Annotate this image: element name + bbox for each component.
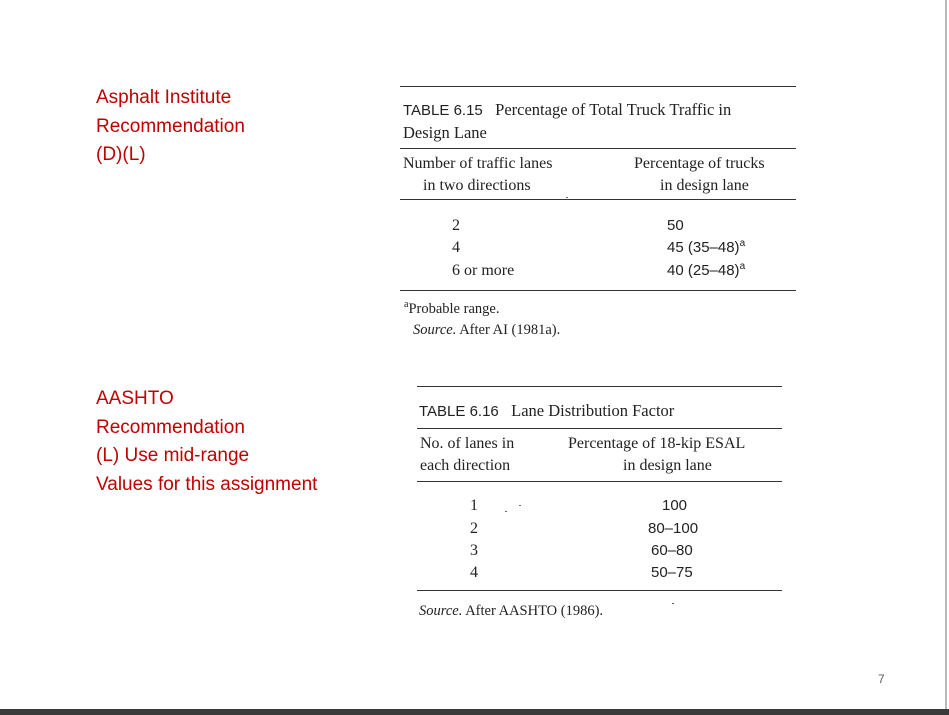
table-caption — [403, 98, 731, 122]
footnote-text: Probable range. — [408, 301, 500, 317]
table-cell: 80–100 — [648, 520, 699, 537]
cell-value: 40 (25–48) — [667, 262, 740, 279]
column-header: each direction — [420, 457, 511, 474]
table-rule — [417, 428, 782, 429]
table-cell: 2 — [470, 520, 478, 537]
table-cell: 60–80 — [651, 542, 693, 559]
note-line: Values for this assignment — [96, 473, 318, 495]
scan-speck — [566, 197, 568, 198]
footnote-marker: a — [739, 261, 746, 272]
table-cell: 100 — [662, 497, 688, 514]
asphalt-institute-note — [96, 84, 245, 170]
column-header: No. of lanes in — [420, 435, 515, 452]
page-number: 7 — [878, 672, 885, 686]
table-cell: 4 — [470, 564, 478, 581]
table-rule — [417, 481, 782, 482]
bottom-bar — [0, 709, 949, 715]
scan-speck — [519, 505, 521, 506]
table-label: TABLE 6.15 — [403, 102, 483, 119]
table-rule — [400, 86, 796, 87]
table-title: Lane Distribution Factor — [511, 401, 675, 420]
slide-edge — [945, 0, 947, 709]
footnote-marker: a — [739, 238, 746, 249]
table-cell: 4 — [452, 239, 460, 256]
table-rule — [417, 386, 782, 387]
table-caption — [419, 399, 674, 423]
scan-speck — [505, 511, 507, 512]
table-cell: 3 — [470, 542, 478, 559]
scan-speck — [672, 603, 674, 604]
note-line: Recommendation — [96, 416, 245, 438]
note-line: (L) Use mid-range — [96, 445, 250, 466]
column-header: in design lane — [623, 457, 712, 474]
source-text: After AASHTO (1986). — [465, 603, 604, 619]
table-cell: 2 — [452, 217, 460, 234]
table-footnote — [404, 299, 499, 319]
table-source — [419, 601, 603, 621]
column-header: in two directions — [423, 177, 531, 194]
footnote-marker: a — [404, 299, 409, 310]
table-cell — [667, 237, 745, 259]
column-header: Number of traffic lanes — [403, 155, 553, 172]
table-caption-line2: Design Lane — [403, 123, 487, 142]
note-line: Asphalt Institute — [96, 87, 232, 108]
aashto-note — [96, 385, 317, 499]
table-rule — [400, 199, 796, 200]
source-label: Source. — [419, 603, 463, 619]
table-rule — [400, 290, 796, 291]
table-rule — [400, 148, 796, 149]
note-line: AASHTO — [96, 388, 174, 409]
table-cell — [667, 260, 745, 282]
note-line: Recommendation — [96, 115, 245, 137]
note-line: (D)(L) — [96, 144, 146, 165]
table-label: TABLE 6.16 — [419, 403, 499, 420]
table-rule — [417, 590, 782, 591]
table-cell: 50 — [667, 217, 684, 234]
cell-value: 45 (35–48) — [667, 239, 740, 256]
column-header: Percentage of trucks — [634, 155, 765, 172]
column-header: Percentage of 18-kip ESAL — [568, 435, 746, 452]
table-source — [413, 320, 560, 340]
source-text: After AI (1981a). — [459, 322, 561, 338]
table-cell: 6 or more — [452, 262, 515, 279]
table-title: Percentage of Total Truck Traffic in — [495, 100, 732, 119]
table-cell: 1 — [470, 497, 478, 514]
source-label: Source. — [413, 322, 457, 338]
column-header: in design lane — [660, 177, 749, 194]
table-cell: 50–75 — [651, 564, 693, 581]
